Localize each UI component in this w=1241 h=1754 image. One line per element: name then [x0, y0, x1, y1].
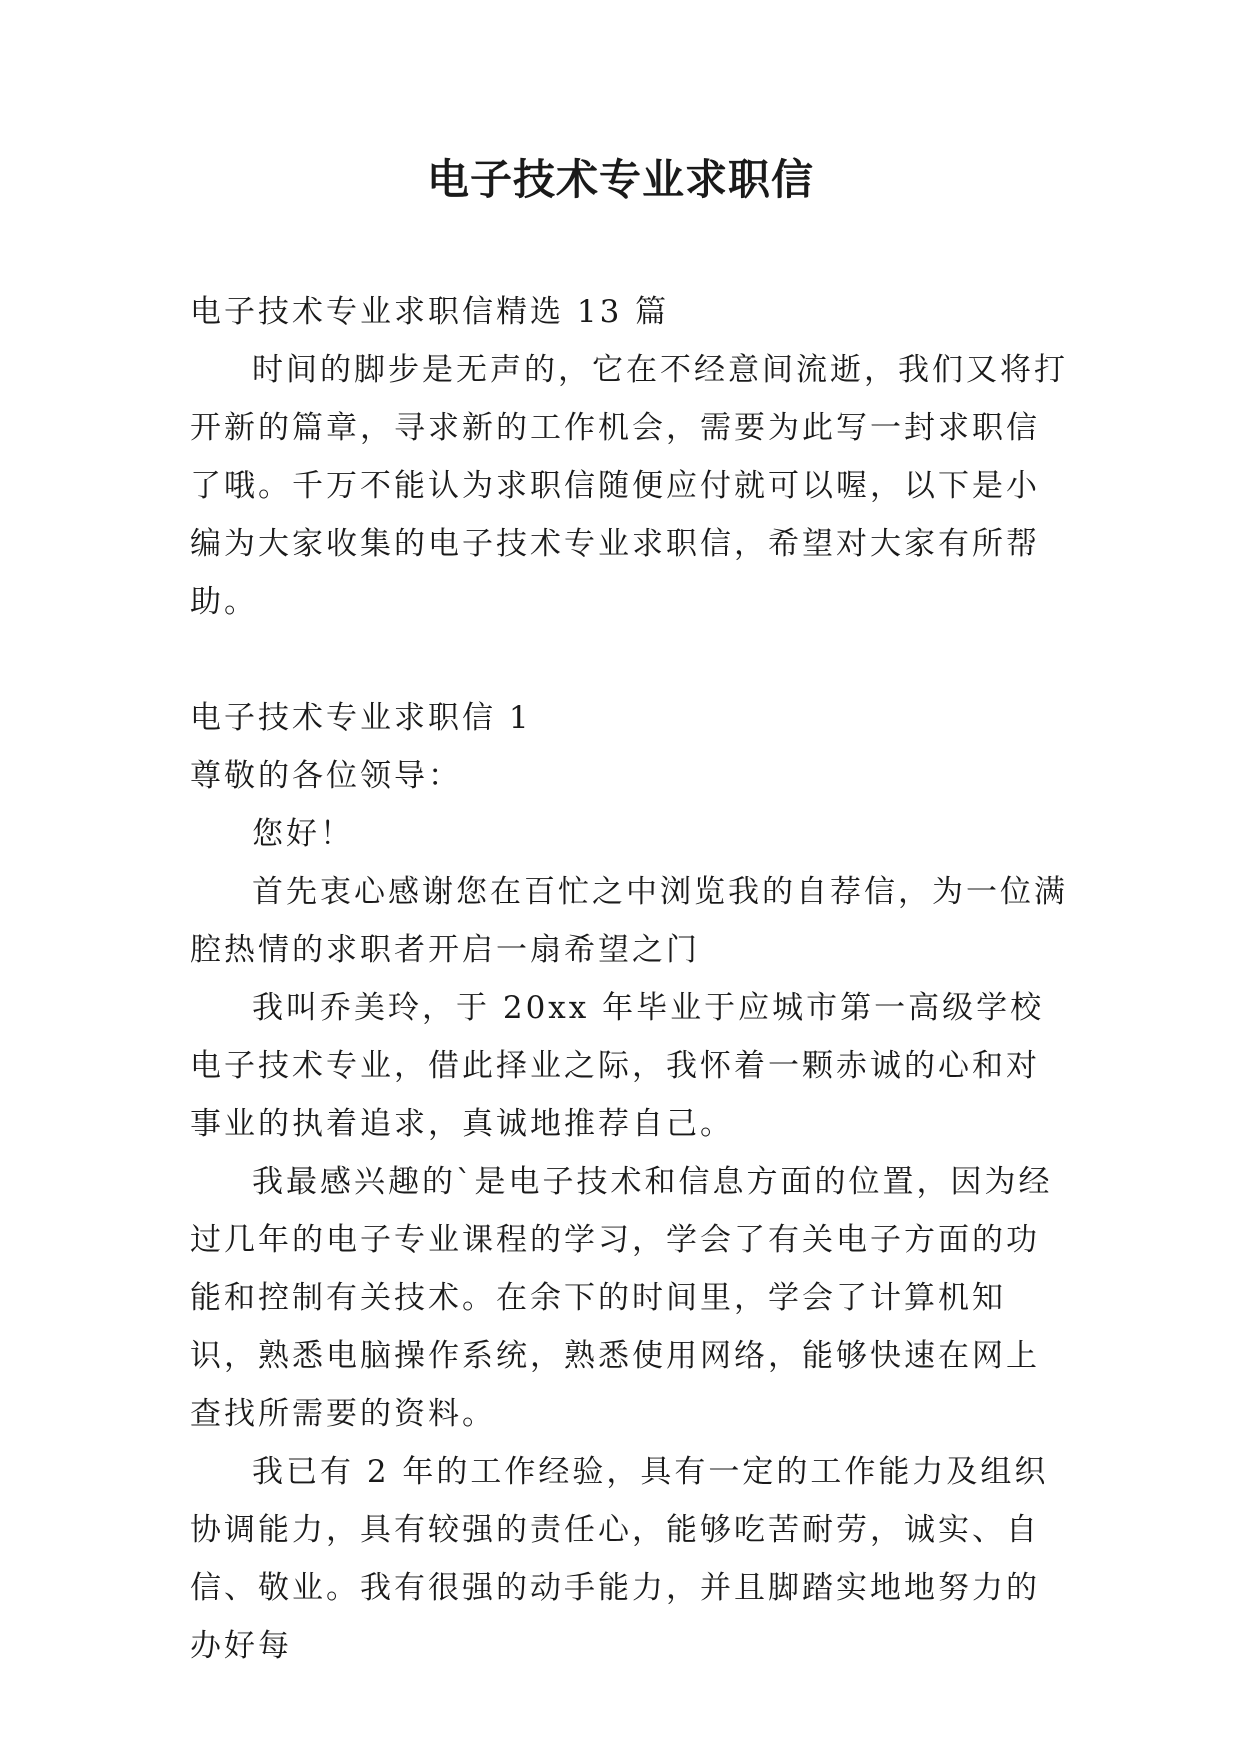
body-paragraph: 我已有 2 年的工作经验，具有一定的工作能力及组织协调能力，具有较强的责任心，能够吃苦耐劳，诚实、自信、敬业。我有很强的动手能力，并且脚踏实地地努力的办好每 [190, 1454, 1049, 1664]
intro-paragraph: 时间的脚步是无声的，它在不经意间流逝，我们又将打开新的篇章，寻求新的工作机会，需要为此写一封求职信了哦。千万不能认为求职信随便应付就可以喔，以下是小编为大家收集的电子技术专业求职信，希望对大家有所帮助。 [190, 352, 1068, 620]
body-paragraph: 首先衷心感谢您在百忙之中浏览我的自荐信，为一位满腔热情的求职者开启一扇希望之门 [190, 874, 1068, 968]
body-paragraph: 我最感兴趣的`是电子技术和信息方面的位置，因为经过几年的电子专业课程的学习，学会了有关电子方面的功能和控制有关技术。在余下的时间里，学会了计算机知识，熟悉电脑操作系统，熟悉使用网络，能够快速在网上查找所需要的资料。 [190, 1164, 1053, 1432]
document-subtitle: 电子技术专业求职信精选 13 篇 [190, 294, 670, 330]
salutation: 尊敬的各位领导： [190, 758, 462, 794]
body-paragraph: 我叫乔美玲，于 20xx 年毕业于应城市第一高级学校电子技术专业，借此择业之际，我怀着一颗赤诚的心和对事业的执着追求，真诚地推荐自己。 [190, 990, 1045, 1142]
document-title: 电子技术专业求职信 [426, 155, 814, 204]
greeting: 您好！ [252, 816, 354, 852]
section-gap [190, 631, 1070, 689]
document-body [190, 283, 1070, 1675]
section-heading: 电子技术专业求职信 1 [190, 700, 532, 736]
